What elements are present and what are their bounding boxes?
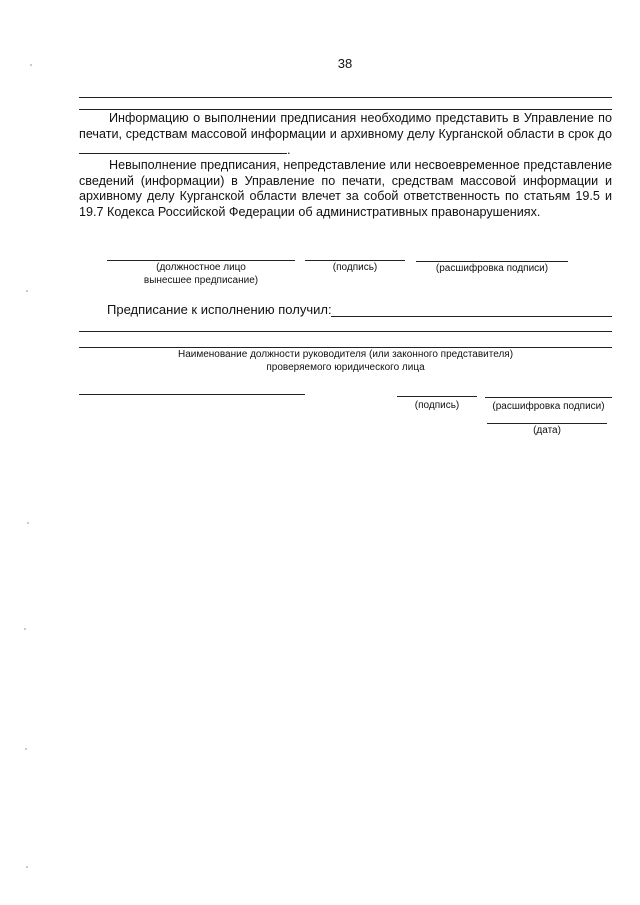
info-paragraph-suffix: . [287,143,291,158]
scan-speck [24,628,26,630]
recipient-decoding-caption: (расшифровка подписи) [492,401,605,412]
received-extra-line[interactable] [79,331,612,332]
scan-speck [26,866,28,868]
info-paragraph-text: Информацию о выполнении предписания необходимо представить в Управление по печати, средствам массовой информации и архивному делу Курганской области в срок до [79,111,612,141]
entity-caption [79,349,612,374]
issuer-position-caption [107,262,295,287]
received-name-line[interactable] [331,316,612,317]
page-number: 38 [337,56,353,71]
recipient-date-caption: (дата) [533,425,561,436]
penalty-paragraph [79,158,612,220]
entity-caption-line1: Наименование должности руководителя (или законного представителя) [177,349,514,360]
received-label: Предписание к исполнению получил: [107,302,332,317]
header-rule-top [79,97,612,98]
penalty-paragraph-text: Невыполнение предписания, непредставление или несвоевременное представление сведений (информации) в Управление по печати, средствам массовой информации и архивному делу Курганской области влечет за собой ответственность по статьям 19.5 и 19.7 Кодекса Российской Федерации об административных правонарушениях. [79,158,612,219]
issuer-position-caption-line2: вынесшее предписание) [143,274,259,286]
header-rule-bottom [79,109,612,110]
recipient-decoding-line[interactable] [485,397,612,398]
issuer-decoding-line[interactable] [416,261,568,262]
scan-speck [27,522,29,524]
deadline-blank[interactable] [79,142,287,154]
entity-position-line[interactable] [79,347,612,348]
info-paragraph [79,111,612,159]
issuer-decoding-caption: (расшифровка подписи) [435,263,549,274]
scan-speck [26,290,28,292]
recipient-signature-caption: (подпись) [414,400,460,411]
scan-speck [30,64,32,66]
issuer-position-line[interactable] [107,260,295,261]
recipient-signature-line[interactable] [397,396,477,397]
recipient-name-line[interactable] [79,394,305,395]
scan-speck [25,748,27,750]
entity-caption-line2: проверяемого юридического лица [266,361,425,373]
recipient-date-line[interactable] [487,423,607,424]
issuer-signature-line[interactable] [305,260,405,261]
issuer-position-caption-line1: (должностное лицо [156,262,246,273]
issuer-signature-caption: (подпись) [332,262,378,273]
